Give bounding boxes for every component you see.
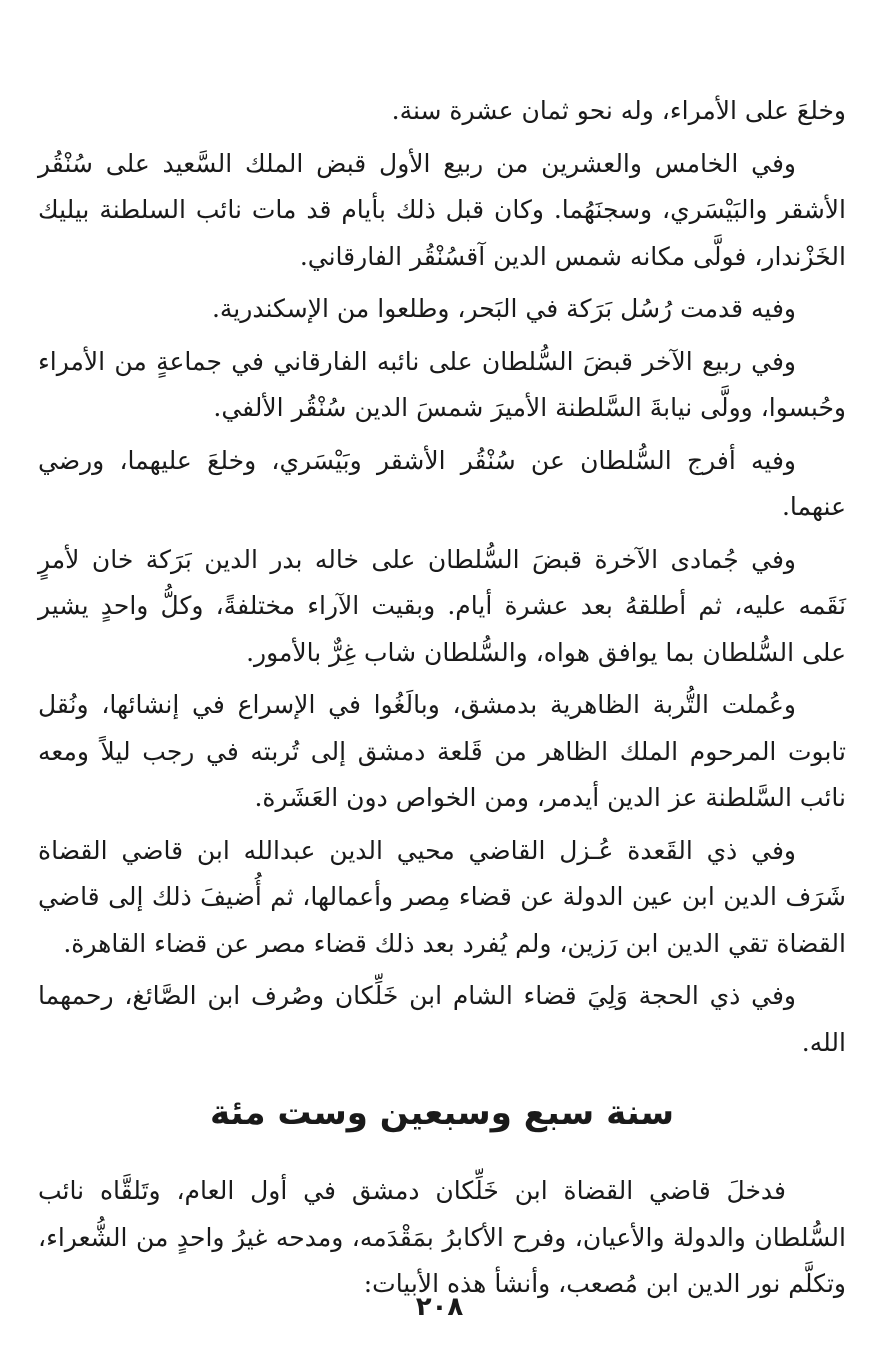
paragraph: وفي الخامس والعشرين من ربيع الأول قبض الملك السَّعيد على سُنْقُر الأشقر والبَيْسَري، وسجنَهُما. وكان قبل ذلك بأيام قد مات نائب السلطنة بيليك الخَزْندار، فولَّى مكانه شمس الدين آقسُنْقُر الفارقاني. <box>38 148 846 271</box>
section-heading: سنة سبع وسبعين وست مئة <box>209 1093 675 1133</box>
paragraph: وعُملت التُّربة الظاهرية بدمشق، وبالَغُوا في الإسراع في إنشائها، ونُقل تابوت المرحوم الملك الظاهر من قَلعة دمشق إلى تُربته في رجب ليلاً ومعه نائب السَّلطنة عز الدين أيدمر، ومن الخواص دون العَشَرة. <box>38 690 846 812</box>
paragraph: فدخلَ قاضي القضاة ابن خَلِّكان دمشق في أول العام، وتَلقَّاه نائب السُّلطان والدولة والأعيان، وفرح الأكابرُ بمَقْدَمه، ومدحه غيرُ واحدٍ من الشُّعراء، وتكلَّم نور الدين ابن مُصعب، وأنشأ هذه الأبيات: <box>38 1176 846 1298</box>
paragraph: وخلعَ على الأمراء، وله نحو ثمان عشرة سنة. <box>391 96 846 125</box>
paragraph: وفي جُمادى الآخرة قبضَ السُّلطان على خاله بدر الدين بَرَكة خان لأمرٍ نَقَمه عليه، ثم أطلقهُ بعد عشرة أيام. وبقيت الآراء مختلفةً، وكلُّ واحدٍ يشير على السُّلطان بما يوافق هواه، والسُّلطان شاب غِرٌّ بالأمور. <box>38 544 846 667</box>
paragraph: وفي ذي القَعدة عُـزل القاضي محيي الدين عبدالله ابن قاضي القضاة شَرَف الدين ابن عين الدولة عن قضاء مِصر وأعمالها، ثم أُضيفَ ذلك إلى قاضي القضاة تقي الدين ابن رَزين، ولم يُفرد بعد ذلك قضاء مصر عن قضاء القاهرة. <box>38 835 846 958</box>
paragraph: وفي ربيع الآخر قبضَ السُّلطان على نائبه الفارقاني في جماعةٍ من الأمراء وحُبسوا، وولَّى نيابةَ السَّلطنة الأميرَ شمسَ الدين سُنْقُر الألفي. <box>38 346 846 422</box>
text-block-before-heading <box>38 88 846 1066</box>
text-block-after-heading <box>38 1168 846 1308</box>
page-body <box>38 88 846 1314</box>
page-number: ٢٠٨ <box>415 1292 464 1322</box>
paragraph: وفي ذي الحجة وَلِيَ قضاء الشام ابن خَلِّكان وصُرف ابن الصَّائغ، رحمهما الله. <box>38 981 846 1057</box>
paragraph: وفيه قدمت رُسُل بَرَكة في البَحر، وطلعوا من الإسكندرية. <box>211 294 796 323</box>
paragraph: وفيه أفرج السُّلطان عن سُنْقُر الأشقر وبَيْسَري، وخلعَ عليهما، ورضي عنهما. <box>38 445 846 521</box>
